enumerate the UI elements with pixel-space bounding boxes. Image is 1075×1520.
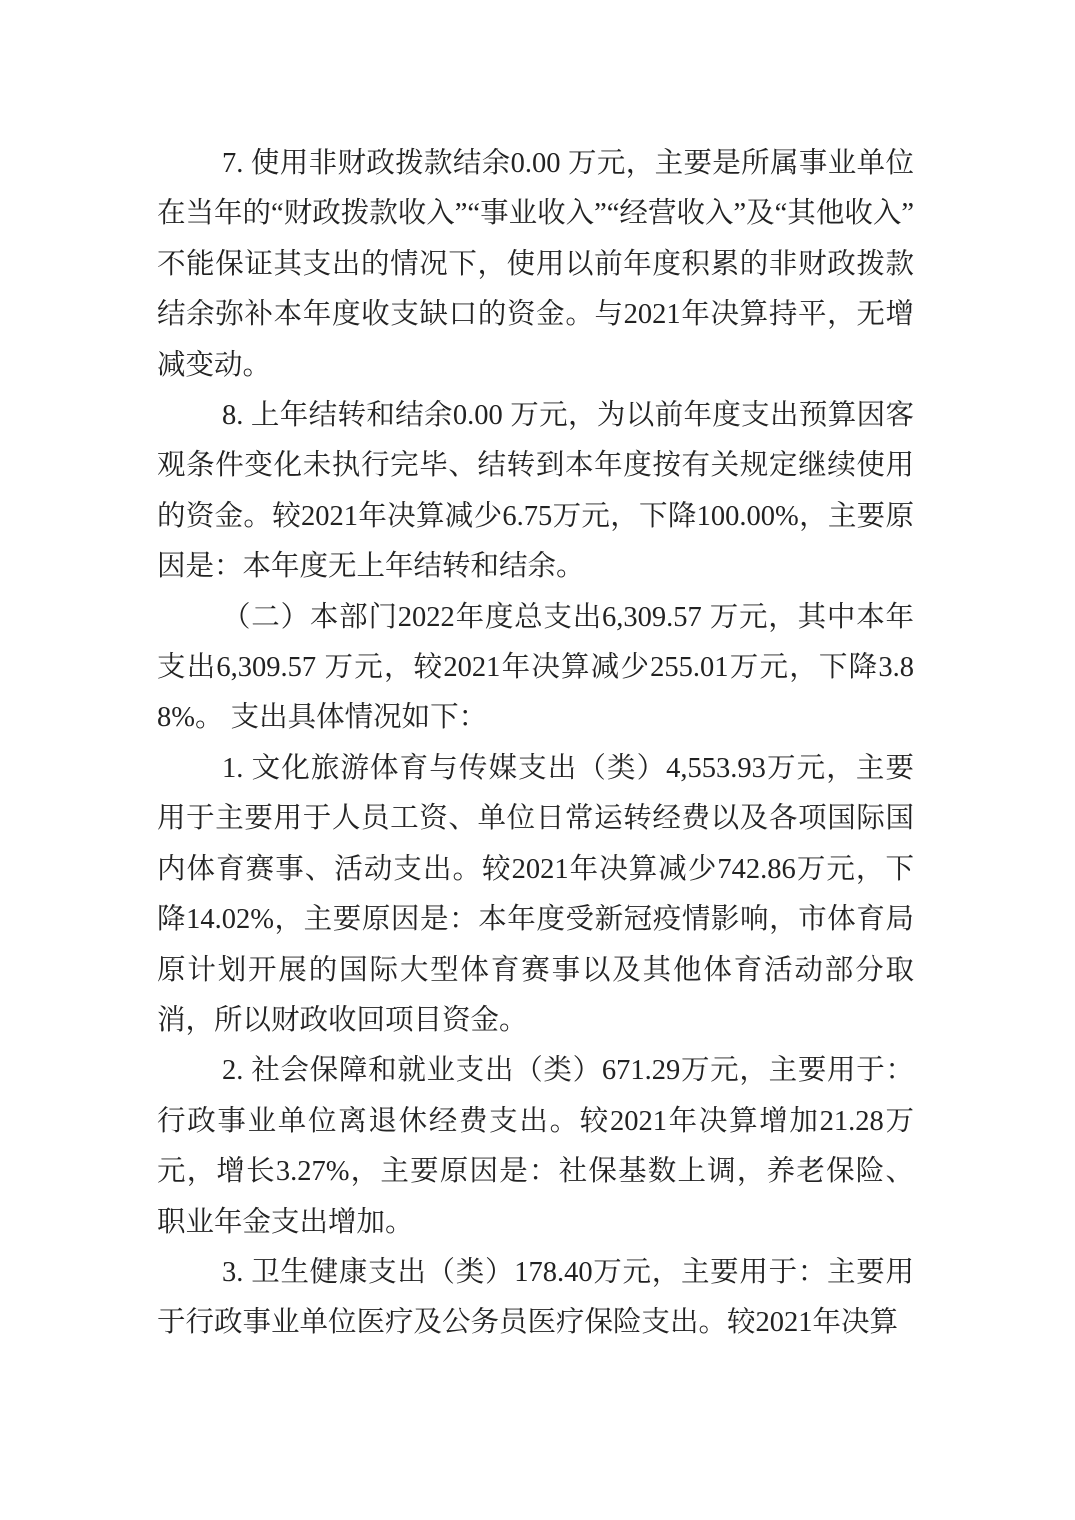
paragraph-item-2-social-security-expenditure: 2. 社会保障和就业支出（类）671.29万元，主要用于：行政事业单位离退休经费支出。较2021年决算增加21.28万元，增长3.27%，主要原因是：社保基数上调，养老保险、职业年金支出增加。 — [157, 1055, 914, 1238]
paragraph-item-8-carryover-balance: 8. 上年结转和结余0.00 万元，为以前年度支出预算因客观条件变化未执行完毕、结转到本年度按有关规定继续使用的资金。较2021年决算减少6.75万元，下降100.00%，主要原因是：本年度无上年结转和结余。 — [157, 400, 914, 583]
paragraph-item-3-health-expenditure: 3. 卫生健康支出（类）178.40万元，主要用于：主要用于行政事业单位医疗及公务员医疗保险支出。较2021年决算 — [157, 1256, 914, 1339]
document-body — [157, 139, 914, 1349]
paragraph-item-7-non-fiscal-balance: 7. 使用非财政拨款结余0.00 万元，主要是所属事业单位在当年的“财政拨款收入”“事业收入”“经营收入”及“其他收入”不能保证其支出的情况下，使用以前年度积累的非财政拨款结余弥补本年度收支缺口的资金。与2021年决算持平，无增减变动。 — [157, 148, 914, 381]
paragraph-section-2-total-expenditure: （二）本部门2022年度总支出6,309.57 万元，其中本年支出6,309.57 万元，较2021年决算减少255.01万元，下降3.88%。 支出具体情况如下： — [157, 601, 914, 734]
paragraph-item-1-culture-sports-expenditure: 1. 文化旅游体育与传媒支出（类）4,553.93万元，主要用于主要用于人员工资、单位日常运转经费以及各项国际国内体育赛事、活动支出。较2021年决算减少742.86万元，下降14.02%，主要原因是：本年度受新冠疫情影响，市体育局原计划开展的国际大型体育赛事以及其他体育活动部分取消，所以财政收回项目资金。 — [157, 752, 914, 1036]
